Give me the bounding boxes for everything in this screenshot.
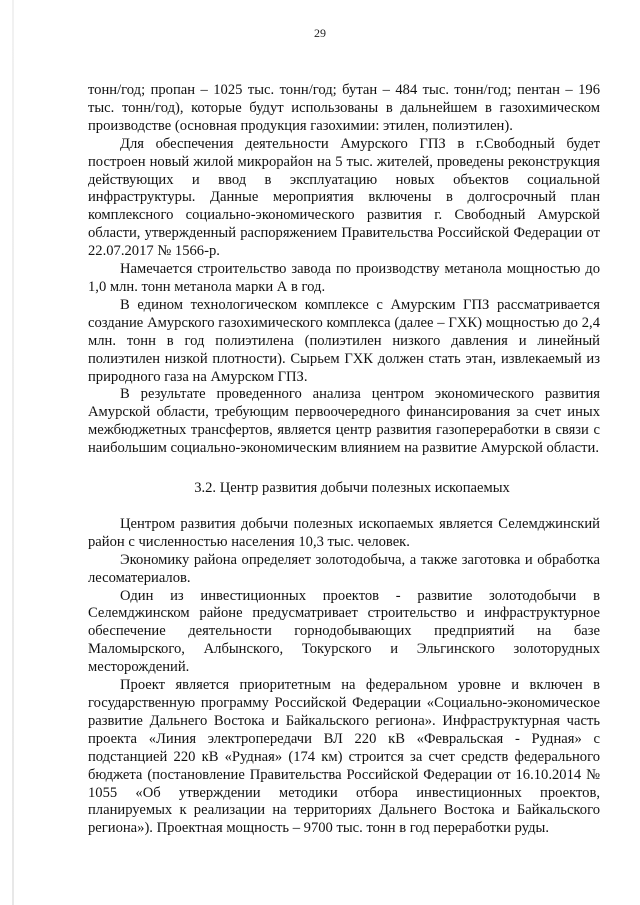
paragraph: В едином технологическом комплексе с Амурским ГПЗ рассматривается создание Амурского газохимического комплекса (далее – ГХК) мощностью до 2,4 млн. тонн в год полиэтилена (полиэтилен низкого давления и линейный полиэтилен низкой плотности). Сырьем ГХК должен стать этан, извлекаемый из природного газа на Амурском ГПЗ. xyxy=(88,296,600,385)
paragraph: Один из инвестиционных проектов - развитие золотодобычи в Селемджинском районе предусматривает строительство и инфраструктурное обеспечение деятельности горнодобывающих предприятий на базе Маломырского, Албынского, Токурского и Эльгинского золоторудных месторождений. xyxy=(88,587,600,676)
paragraph: Для обеспечения деятельности Амурского ГПЗ в г.Свободный будет построен новый жилой микрорайон на 5 тыс. жителей, проведены реконструкция действующих и ввод в эксплуатацию новых объектов социальной инфраструктуры. Данные мероприятия включены в долгосрочный план комплексного социально-экономического развития г. Свободный Амурской области, утвержденный распоряжением Правительства Российской Федерации от 22.07.2017 № 1566-р. xyxy=(88,135,600,260)
paragraph: Проект является приоритетным на федеральном уровне и включен в государственную программу Российской Федерации «Социально-экономическое развитие Дальнего Востока и Байкальского региона». Инфраструктурная часть проекта «Линия электропередачи ВЛ 220 кВ «Февральская - Рудная» с подстанцией 220 кВ «Рудная» (174 км) строится за счет средств федерального бюджета (постановление Правительства Российской Федерации от 16.10.2014 № 1055 «Об утверждении методики отбора инвестиционных проектов, планируемых к реализации на территориях Дальнего Востока и Байкальского региона»). Проектная мощность – 9700 тыс. тонн в год переработки руды. xyxy=(88,677,600,837)
paragraph: Намечается строительство завода по производству метанола мощностью до 1,0 млн. тонн метанола марки А в год. xyxy=(88,261,600,295)
paragraph: В результате проведенного анализа центром экономического развития Амурской области, требующим первоочередного финансирования за счет иных межбюджетных трансфертов, является центр развития газопереработки в связи с наибольшим социально-экономическим влиянием на развитие Амурской области. xyxy=(88,386,600,457)
document-body xyxy=(88,82,600,838)
section-heading: 3.2. Центр развития добычи полезных ископаемых xyxy=(194,480,510,497)
paragraph: тонн/год; пропан – 1025 тыс. тонн/год; бутан – 484 тыс. тонн/год; пентан – 196 тыс. тонн/год), которые будут использованы в дальнейшем в газохимическом производстве (основная продукция газохимии: этилен, полиэтилен). xyxy=(88,82,600,134)
page-edge-shadow xyxy=(12,0,14,905)
paragraph: Центром развития добычи полезных ископаемых является Селемджинский район с численностью населения 10,3 тыс. человек. xyxy=(88,515,600,550)
paragraph: Экономику района определяет золотодобыча, а также заготовка и обработка лесоматериалов. xyxy=(88,551,600,586)
page-number: 29 xyxy=(314,26,326,40)
